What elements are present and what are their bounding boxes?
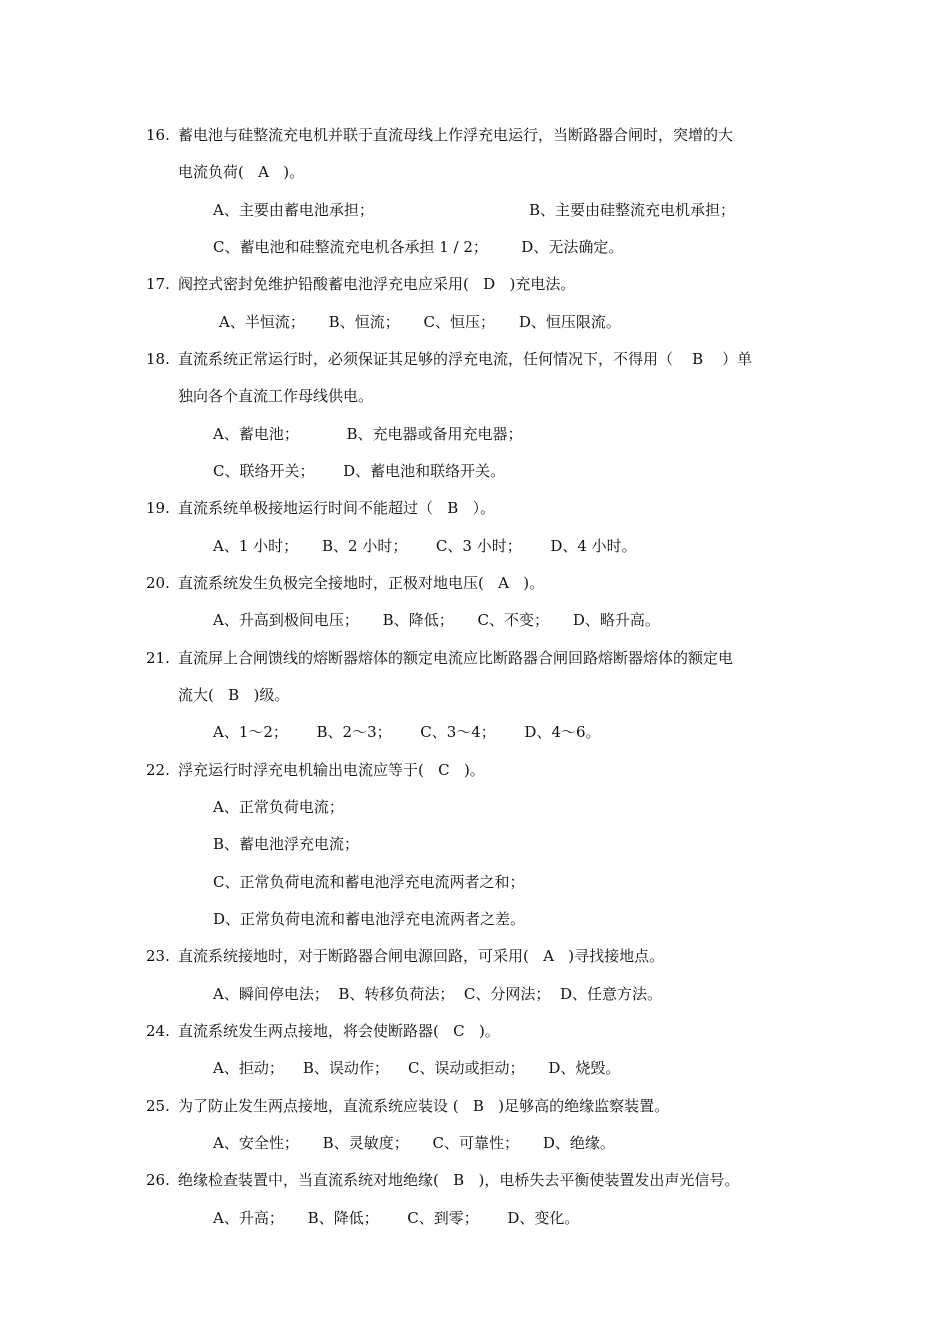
option: B、主要由硅整流充电机承担； — [529, 201, 736, 219]
option: A、安全性； B、灵敏度； C、可靠性； D、绝缘。 — [213, 1134, 615, 1152]
question-number: 19. — [146, 499, 170, 517]
option: A、1 小时； B、2 小时； C、3 小时； D、4 小时。 — [213, 537, 637, 555]
option: B、蓄电池浮充电流； — [213, 835, 360, 853]
question-text: 独向各个直流工作母线供电。 — [178, 387, 374, 405]
option: D、正常负荷电流和蓄电池浮充电流两者之差。 — [213, 910, 526, 928]
option: A、半恒流； B、恒流； C、恒压； D、恒压限流。 — [219, 313, 621, 331]
question-text: 直流系统发生负极完全接地时，正极对地电压( A )。 — [178, 574, 545, 592]
question-text: 直流系统接地时，对于断路器合闸电源回路，可采用( A )寻找接地点。 — [178, 947, 665, 965]
question-text: 直流系统正常运行时，必须保证其足够的浮充电流，任何情况下，不得用（ B ）单 — [178, 350, 753, 368]
question-number: 22. — [146, 761, 170, 779]
option: A、主要由蓄电池承担； — [213, 201, 374, 219]
question-number: 16. — [146, 126, 170, 144]
question-text: 直流系统单极接地运行时间不能超过（ B ）。 — [178, 499, 496, 517]
question-text: 浮充运行时浮充电机输出电流应等于( C )。 — [178, 761, 485, 779]
question-number: 24. — [146, 1022, 170, 1040]
option: A、升高； B、降低； C、到零； D、变化。 — [213, 1209, 580, 1227]
option: A、蓄电池； B、充电器或备用充电器； — [213, 425, 523, 443]
question-number: 26. — [146, 1171, 170, 1189]
option: A、1～2； B、2～3； C、3～4； D、4～6。 — [213, 723, 601, 741]
question-text: 直流系统发生两点接地，将会使断路器( C )。 — [178, 1022, 500, 1040]
option: C、联络开关； D、蓄电池和联络开关。 — [213, 462, 506, 480]
question-number: 17. — [146, 275, 170, 293]
option: A、瞬间停电法； B、转移负荷法； C、分网法； D、任意方法。 — [213, 985, 662, 1003]
option: C、蓄电池和硅整流充电机各承担 1 / 2； D、无法确定。 — [213, 238, 624, 256]
option: A、正常负荷电流； — [213, 798, 344, 816]
question-text: 为了防止发生两点接地，直流系统应装设 ( B )足够高的绝缘监察装置。 — [178, 1097, 670, 1115]
question-number: 25. — [146, 1097, 170, 1115]
question-text: 绝缘检查装置中，当直流系统对地绝缘( B )，电桥失去平衡使装置发出声光信号。 — [178, 1171, 740, 1189]
question-text: 蓄电池与硅整流充电机并联于直流母线上作浮充电运行，当断路器合闸时，突增的大 — [178, 126, 734, 144]
question-text: 电流负荷( A )。 — [178, 163, 305, 181]
option: C、正常负荷电流和蓄电池浮充电流两者之和； — [213, 873, 525, 891]
question-number: 23. — [146, 947, 170, 965]
question-text: 直流屏上合闸馈线的熔断器熔体的额定电流应比断路器合闸回路熔断器熔体的额定电 — [178, 649, 734, 667]
option: A、拒动； B、误动作； C、误动或拒动； D、烧毁。 — [213, 1059, 621, 1077]
option: A、升高到极间电压； B、降低； C、不变； D、略升高。 — [213, 611, 660, 629]
question-text: 阀控式密封免维护铅酸蓄电池浮充电应采用( D )充电法。 — [178, 275, 576, 293]
question-number: 18. — [146, 350, 170, 368]
question-number: 21. — [146, 649, 170, 667]
question-text: 流大( B )级。 — [178, 686, 290, 704]
question-number: 20. — [146, 574, 170, 592]
